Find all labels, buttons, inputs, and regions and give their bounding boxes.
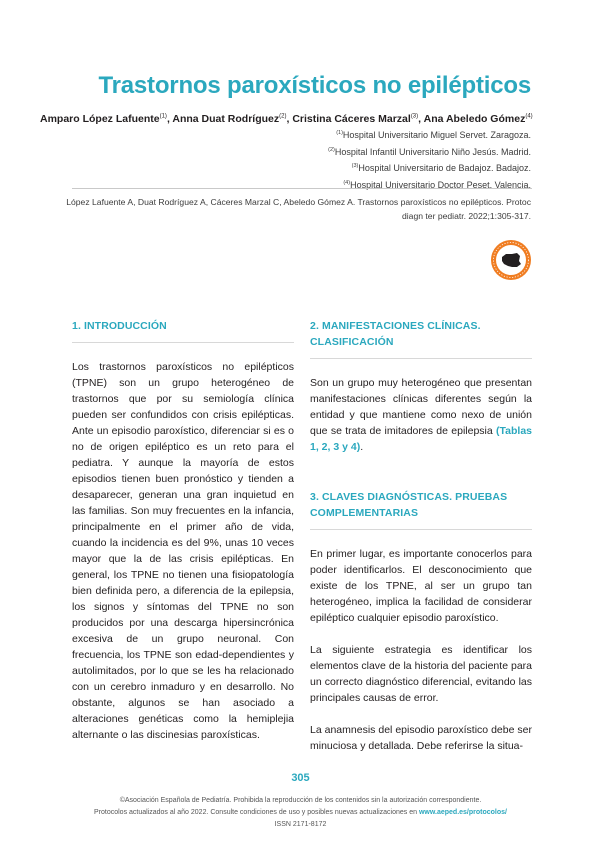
affiliation-sup: (1) xyxy=(336,130,343,136)
affiliation-item xyxy=(328,126,531,143)
keys-paragraph: En primer lugar, es importante conocerlos para poder identificarlos. El desconocimiento que existe de los TPNE, al ser un grupo tan heterogéneo, implica la facilidad de considerar epiléptico cualquier episodio paroxístico. xyxy=(310,548,532,624)
tables-link[interactable]: (Tablas 1, 2, 3 y 4) xyxy=(310,425,532,453)
section-heading-text: 3. CLAVES DIAGNÓSTICAS. PRUEBAS xyxy=(310,491,508,503)
footer-text: Protocolos actualizados al año 2022. Consulte condiciones de uso y posibles nuevas actualizaciones en xyxy=(94,809,419,816)
footer-copyright: ©Asociación Española de Pediatría. Prohibida la reproducción de los contenidos sin la autorización correspondiente. xyxy=(119,797,482,804)
section-divider xyxy=(310,529,532,530)
citation-line: diagn ter pediatr. 2022;1:305-317. xyxy=(401,211,531,221)
section-heading-text: 2. MANIFESTACIONES CLÍNICAS. xyxy=(310,320,481,332)
section-heading-intro xyxy=(72,318,294,343)
affiliation-sup: (3) xyxy=(351,163,359,170)
footer xyxy=(0,795,601,831)
affiliation-text: Hospital Universitario de Badajoz. Badajoz. xyxy=(358,163,531,174)
footer-updates xyxy=(0,807,601,819)
affiliation-sup: (4) xyxy=(343,180,351,187)
author-sup: (2) xyxy=(279,113,287,120)
paragraph-text: . xyxy=(360,441,364,453)
manifestations-paragraph xyxy=(310,375,532,455)
section-heading-keys xyxy=(310,489,532,530)
page-number: 305 xyxy=(291,772,310,784)
citation-line: López Lafuente A, Duat Rodríguez A, Cáceres Marzal C, Abeledo Gómez A. Trastornos paroxísticos no epilépticos. Protoc xyxy=(66,197,531,207)
author-name: Amparo López Lafuente xyxy=(40,113,160,125)
author-name: Cristina Cáceres Marzal xyxy=(292,113,411,125)
keys-paragraph: La siguiente estrategia es identificar los elementos clave de la historia del paciente para un correcto diagnóstico diferencial, evitando las principales causas de error. xyxy=(310,644,532,704)
author-name: Ana Abeledo Gómez xyxy=(423,113,526,125)
affiliation-item xyxy=(328,176,531,193)
section-heading-text: CLASIFICACIÓN xyxy=(310,336,394,348)
affiliation-text: Hospital Universitario Doctor Peset. Valencia. xyxy=(350,180,531,191)
footer-issn: ISSN 2171-8172 xyxy=(274,821,327,828)
author-sup: (3) xyxy=(410,113,419,120)
protocol-seal-icon xyxy=(490,239,532,281)
affiliation-item xyxy=(328,159,531,176)
author-name: Anna Duat Rodríguez xyxy=(172,113,280,125)
article-title: Trastornos paroxísticos no epilépticos xyxy=(98,72,531,99)
section-divider xyxy=(72,342,294,343)
affiliation-list xyxy=(328,126,531,193)
author-sup: (4) xyxy=(525,113,533,120)
author-list: Amparo López Lafuente$^{(1)}$, Anna Duat Rodríguez$^{(2)}$, Cristina Cáceres Marzal$^{(3)}$, Ana Abeledo Gómez$^{(4)}$ xyxy=(40,113,533,125)
affiliation-sup: (2) xyxy=(328,146,335,153)
section-heading-manifestations xyxy=(310,318,532,359)
keys-paragraph: La anamnesis del episodio paroxístico debe ser minuciosa y detallada. Debe referirse la situa- xyxy=(310,724,532,752)
author-sup: (1) xyxy=(159,113,167,120)
section-heading-text: 1. INTRODUCCIÓN xyxy=(72,320,167,332)
affiliation-text: Hospital Universitario Miguel Servet. Zaragoza. xyxy=(342,130,531,140)
paragraph-text: Son un grupo muy heterogéneo que presentan manifestaciones clínicas diferentes según la entidad y que mantiene como nexo de unión que se trata de imitadores de epilepsia xyxy=(310,377,532,437)
right-column xyxy=(310,318,532,754)
section-heading-text: COMPLEMENTARIAS xyxy=(310,507,419,519)
intro-paragraph: Los trastornos paroxísticos no epilépticos (TPNE) son un grupo heterogéneo de trastornos que por su semiología clínica pueden ser confundidos con crisis epilépticas. Ante un episodio paroxístico, diferenciar si es o no de origen epiléptico es un reto para el pediatra. Y aunque la mayoría de estos episodios tienen buen pronóstico y tienden a desaparecer, generan una gran inquietud en las familias. Son muy frecuentes en la infancia, principalmente en el primer año de vida, cuando la incidencia es del 9%, unas 10 veces mayor que la de las crisis epilépticas. En general, los TPNE no tienen una fisiopatología bien definida pero, a diferencia de la epilepsia, los signos y síntomas del TPNE no son producidos por una descarga hipersincrónica excesiva de un grupo neuronal. Con frecuencia, los TPNE son edad-dependientes y autolimitados, por lo que se les ha relacionado con un cerebro inmaduro y en desarrollo. No obstante, algunos se han asociado a alteraciones genéticas como la hemiplejia alternante o las discinesias paroxísticas. xyxy=(72,361,294,741)
affiliation-item xyxy=(328,143,531,160)
protocols-link[interactable]: www.aeped.es/protocolos/ xyxy=(418,809,507,816)
left-column xyxy=(72,318,294,743)
affiliation-text: Hospital Infantil Universitario Niño Jesús. Madrid. xyxy=(334,146,531,157)
citation-block xyxy=(61,195,531,223)
section-divider xyxy=(310,358,532,359)
header-divider xyxy=(72,188,532,189)
